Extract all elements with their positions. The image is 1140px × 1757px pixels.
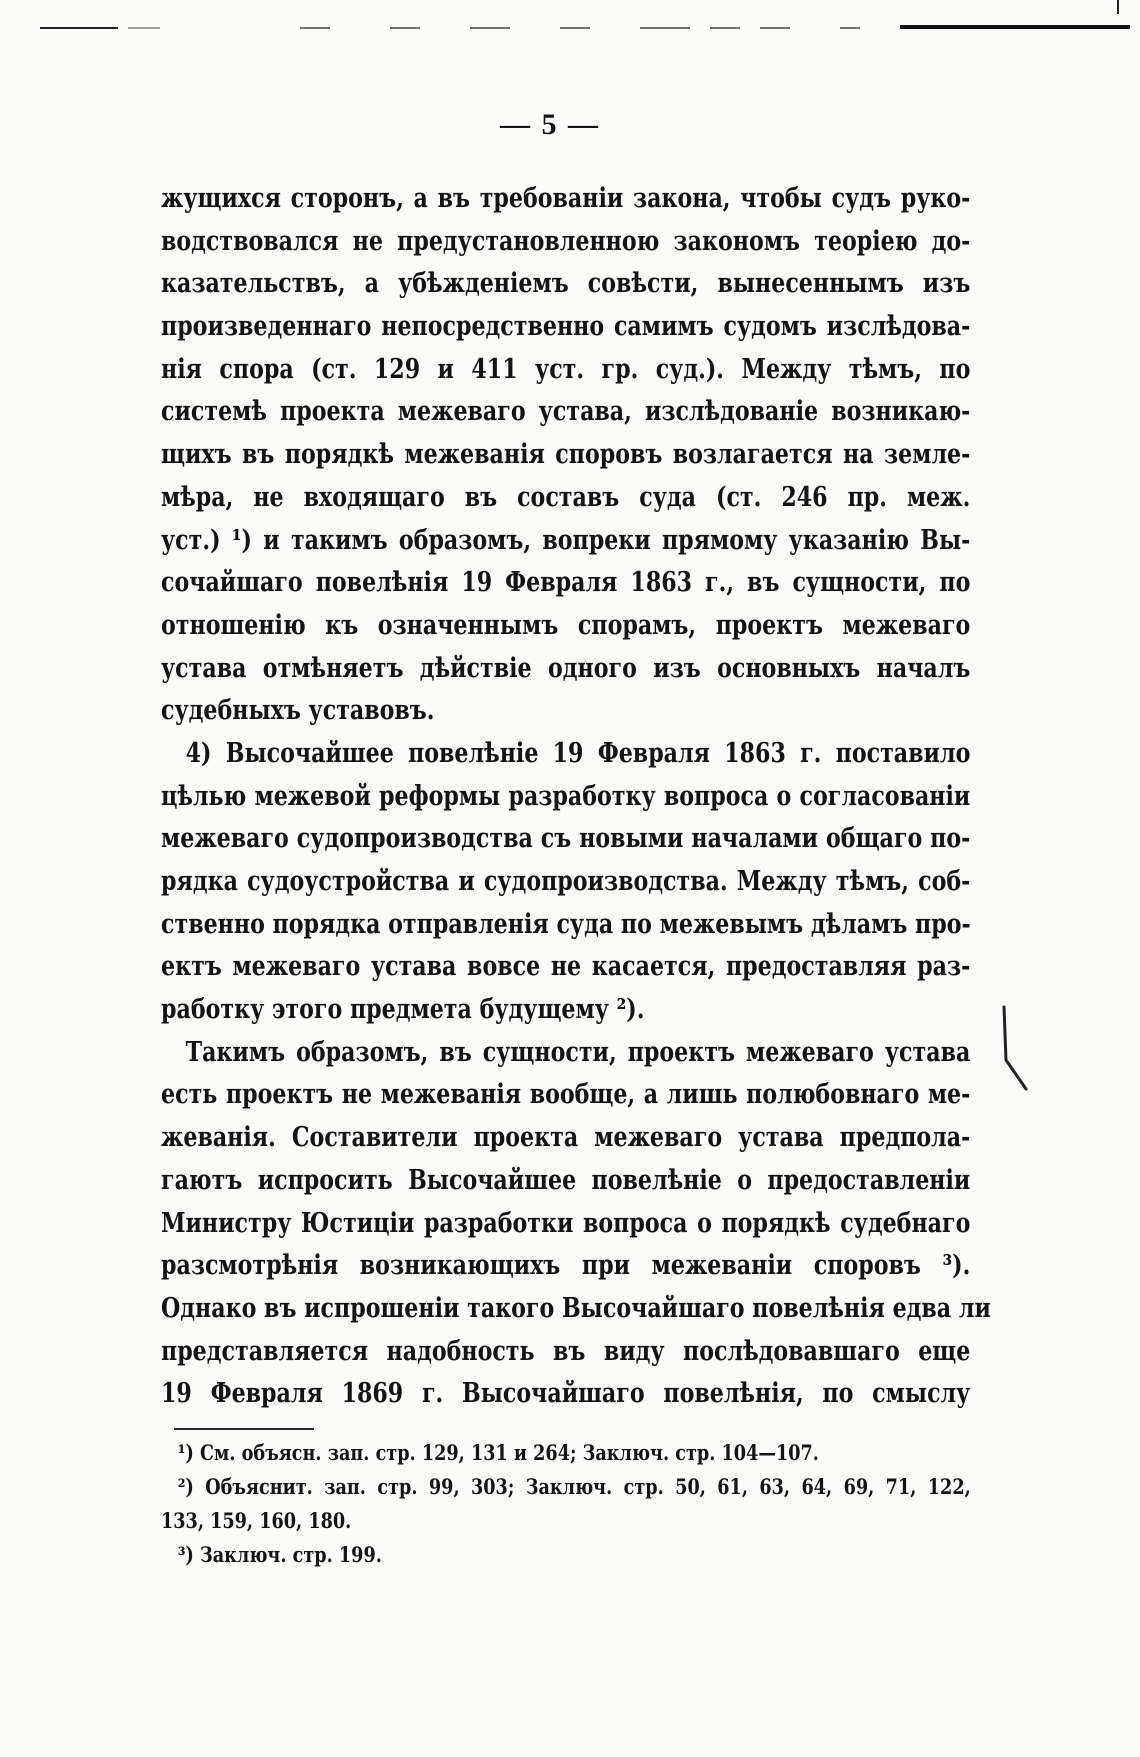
scan-edge-rules — [0, 0, 1140, 40]
text-line: сочайшаго повелѣнія 19 Февраля 1863 г., въ сущности, по — [161, 567, 971, 599]
footnotes — [161, 1436, 971, 1572]
text-line: системѣ проекта межеваго устава, изслѣдованіе возникаю- — [161, 396, 971, 428]
footnote-line: ¹) См. объясн. зап. стр. 129, 131 и 264; Заключ. стр. 104—107. — [177, 1440, 819, 1465]
text-line: гаютъ испросить Высочайшее повелѣніе о предоставленіи — [161, 1164, 971, 1196]
text-line: Министру Юстиціи разработки вопроса о порядкѣ судебнаго — [161, 1207, 971, 1239]
footnote-divider — [174, 1428, 314, 1430]
text-line: казательствъ, а убѣжденіемъ совѣсти, вынесеннымъ изъ — [161, 268, 971, 300]
text-line: водствовался не предустановленною закономъ теоріею до- — [161, 225, 971, 257]
text-line: жущихся сторонъ, а въ требованіи закона, чтобы судъ руко- — [161, 183, 971, 214]
page-number: — 5 — — [500, 108, 600, 141]
text-line: цѣлью межевой реформы разработку вопроса о согласованіи — [161, 780, 971, 812]
text-line: есть проектъ не межеванія вообще, а лишь полюбовнаго ме- — [161, 1079, 971, 1111]
text-line: разсмотрѣнія возникающихъ при межеваніи споровъ ³). — [161, 1250, 971, 1282]
text-line: рядка судоустройства и судопроизводства. Между тѣмъ, соб- — [161, 866, 971, 897]
text-line: межеваго судопроизводства съ новыми началами общаго по- — [161, 823, 971, 855]
text-line: устава отмѣняетъ дѣйствіе одного изъ основныхъ началъ — [161, 652, 971, 684]
text-line: отношенію къ означеннымъ спорамъ, проектъ межеваго — [161, 609, 971, 641]
text-line: судебныхъ уставовъ. — [161, 695, 435, 727]
text-line: ектъ межеваго устава вовсе не касается, предоставляя раз- — [161, 951, 971, 983]
text-line: 19 Февраля 1869 г. Высочайшаго повелѣнія, по смыслу — [161, 1378, 971, 1410]
text-line: произведеннаго непосредственно самимъ судомъ изслѣдова- — [161, 311, 971, 343]
text-line: представляется надобность въ виду послѣдовавшаго еще — [161, 1335, 971, 1367]
text-line: жеванія. Составители проекта межеваго устава предпола- — [161, 1122, 971, 1154]
footnote-line: ²) Объяснит. зап. стр. 99, 303; Заключ. стр. 50, 61, 63, 64, 69, 71, 122, — [177, 1474, 971, 1499]
margin-pencil-mark — [1000, 1005, 1030, 1095]
text-line: работку этого предмета будущему ²). — [161, 994, 645, 1026]
body-text — [161, 178, 991, 1416]
paragraph-start-line: 4) Высочайшее повелѣніе 19 Февраля 1863 г. поставило — [185, 737, 971, 769]
text-line: уст.) ¹) и такимъ образомъ, вопреки прямому указанію Вы- — [161, 524, 971, 556]
paragraph-start-line: Такимъ образомъ, въ сущности, проектъ межеваго устава — [185, 1036, 971, 1068]
text-line: щихъ въ порядкѣ межеванія споровъ возлагается на земле- — [161, 439, 971, 471]
text-line: ственно порядка отправленія суда по межевымъ дѣламъ про- — [161, 908, 971, 940]
footnote-line: ³) Заключ. стр. 199. — [177, 1542, 382, 1567]
text-line: Однако въ испрошеніи такого Высочайшаго повелѣнія едва ли — [161, 1292, 991, 1324]
text-line: нія спора (ст. 129 и 411 уст. гр. суд.). Между тѣмъ, по — [161, 353, 971, 385]
footnote-line: 133, 159, 160, 180. — [161, 1508, 352, 1533]
text-line: мѣра, не входящаго въ составъ суда (ст. 246 пр. меж. — [161, 481, 971, 513]
